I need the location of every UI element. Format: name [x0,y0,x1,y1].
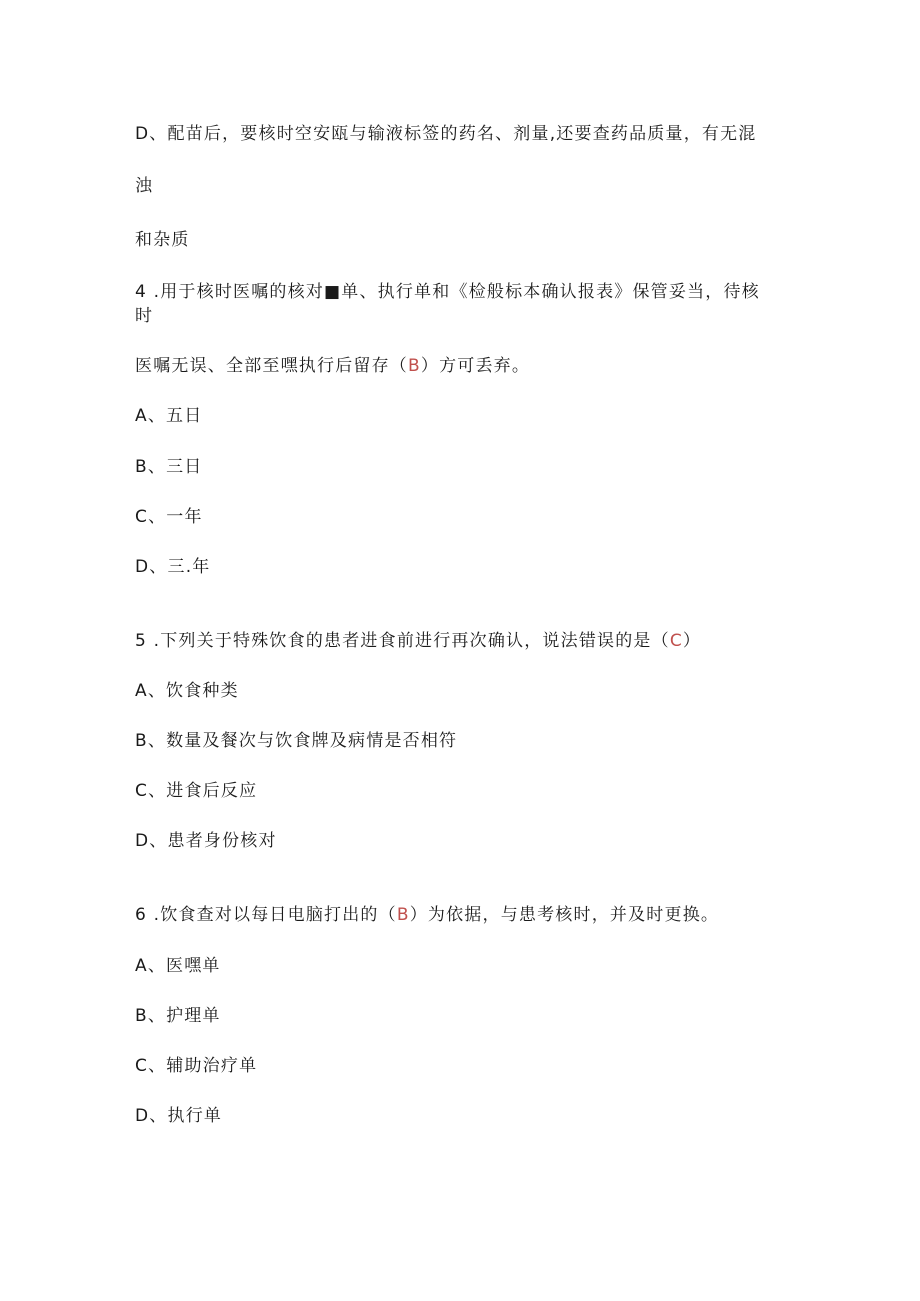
q4-option-b: B、三日 [135,457,203,477]
q4-option-a: A、五日 [135,406,203,426]
q5-stem [135,630,701,652]
q4-stem-line3 [135,355,530,377]
q4-stem-pre: 医嘱无误、全部至嘿执行后留存（ [135,356,408,376]
q3-option-d-line1: D、配苗后，要核时空安瓯与输液标签的药名、剂量,还要查药品质量，有无混 [135,124,757,144]
q5-stem-post: ） [682,631,702,651]
q5-stem-pre: 5 .下列关于特殊饮食的患者进食前进行再次确认，说法错误的是（ [135,631,670,651]
q6-stem-pre: 6 .饮食查对以每日电脑打出的（ [135,905,397,925]
q4-stem-post: ）方可丢弃。 [420,356,531,376]
q6-stem [135,904,719,926]
q3-option-d-line3: 和杂质 [135,230,190,250]
q4-option-c: C、一年 [135,507,203,527]
q6-option-c: C、辅助治疗单 [135,1056,258,1076]
q6-option-a: A、医嘿单 [135,956,221,976]
q5-option-d: D、患者身份核对 [135,831,277,851]
q6-stem-post: ）为依据，与患考核时，并及时更换。 [409,905,720,925]
q5-answer: C [669,631,683,651]
q4-option-d: D、三.年 [135,557,211,577]
q5-option-c: C、进食后反应 [135,781,258,801]
q4-stem-line2: 时 [135,306,154,326]
q4-answer: B [408,356,421,376]
q5-option-b: B、数量及餐次与饮食牌及病情是否相符 [135,731,458,751]
q4-stem-line1: 4 .用于核时医嘱的核对■单、执行单和《检般标本确认报表》保管妥当，待核 [135,282,760,302]
q5-option-a: A、饮食种类 [135,681,239,701]
q6-answer: B [396,905,410,925]
q3-option-d-line2: 浊 [135,176,154,196]
q6-option-d: D、执行单 [135,1106,223,1126]
q6-option-b: B、护理单 [135,1006,221,1026]
